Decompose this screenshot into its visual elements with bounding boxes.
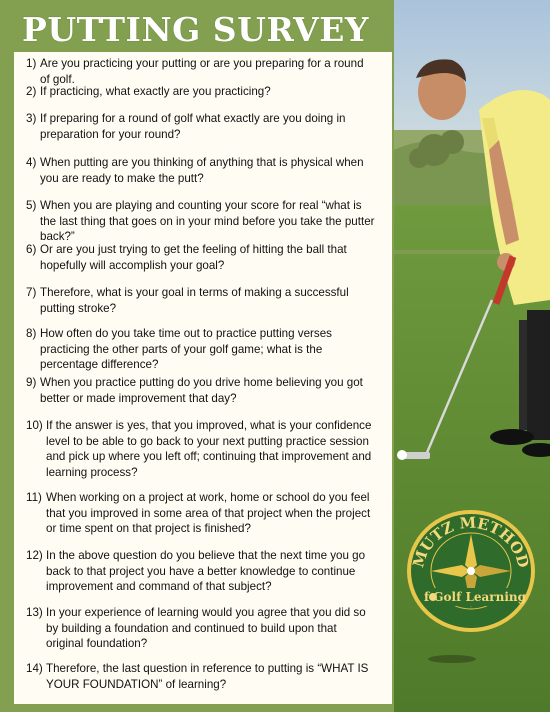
question-number: 3) — [26, 112, 37, 125]
question-number: 14) — [26, 662, 43, 675]
question-text: When you are playing and counting your score for real “what is the last thing that goes on in your mind before you take the putter back?” — [40, 199, 375, 243]
question-text: When you practice putting do you drive home believing you got better or made improvement that day? — [40, 376, 363, 405]
question-text: Therefore, the last question in reference to putting is “WHAT IS YOUR FOUNDATION” of learning? — [46, 662, 369, 691]
question-9 — [26, 375, 376, 406]
question-7 — [26, 285, 376, 316]
question-number: 12) — [26, 549, 43, 562]
question-12 — [26, 548, 376, 595]
question-number: 4) — [26, 156, 37, 169]
question-number: 9) — [26, 376, 37, 389]
page-title: PUTTING SURVEY — [22, 10, 369, 49]
question-number: 10) — [26, 419, 43, 432]
question-10 — [26, 418, 376, 480]
question-text: When working on a project at work, home or school do you feel that you improved in some area of that project when the project or time spent on that project is finished? — [46, 491, 371, 535]
question-text: Are you practicing your putting or are you preparing for a round of golf. — [40, 57, 364, 86]
question-number: 8) — [26, 327, 37, 340]
seal-bottom-text: f Golf Learning — [423, 590, 527, 604]
question-text: Therefore, what is your goal in terms of making a successful putting stroke? — [40, 286, 349, 315]
question-number: 1) — [26, 57, 37, 70]
question-1 — [26, 56, 376, 87]
question-text: If practicing, what exactly are you practicing? — [40, 85, 271, 98]
question-number: 5) — [26, 199, 37, 212]
question-number: 13) — [26, 606, 43, 619]
question-5 — [26, 198, 376, 245]
question-6 — [26, 242, 376, 273]
question-text: If the answer is yes, that you improved, what is your confidence level to be able to go back to your next putting practice session and pick up where you left off; continuing that improvement and learning process? — [46, 419, 372, 479]
question-text: How often do you take time out to practice putting verses practicing the other parts of your golf game; what is the percentage difference? — [40, 327, 332, 371]
question-text: If preparing for a round of golf what exactly are you doing in preparation for your round? — [40, 112, 346, 141]
question-4 — [26, 155, 376, 186]
question-2 — [26, 84, 376, 100]
question-8 — [26, 326, 376, 373]
seal-top-text: MUTZ METHOD — [409, 513, 533, 570]
question-text: In your experience of learning would you agree that you did so by building a foundation and continued to build upon that original foundation? — [46, 606, 366, 650]
question-number: 2) — [26, 85, 37, 98]
question-number: 11) — [26, 491, 42, 504]
question-13 — [26, 605, 376, 652]
mutz-method-seal — [405, 508, 537, 634]
question-number: 6) — [26, 243, 37, 256]
question-number: 7) — [26, 286, 37, 299]
question-text: Or are you just trying to get the feeling of hitting the ball that hopefully will accomplish your goal? — [40, 243, 347, 272]
question-text: When putting are you thinking of anything that is physical when you are ready to make the putt? — [40, 156, 364, 185]
question-11 — [26, 490, 376, 537]
question-3 — [26, 111, 376, 142]
question-14 — [26, 661, 376, 692]
question-text: In the above question do you believe that the next time you go back to that project you have a better knowledge to continue improvement and command of that subject? — [46, 549, 366, 593]
